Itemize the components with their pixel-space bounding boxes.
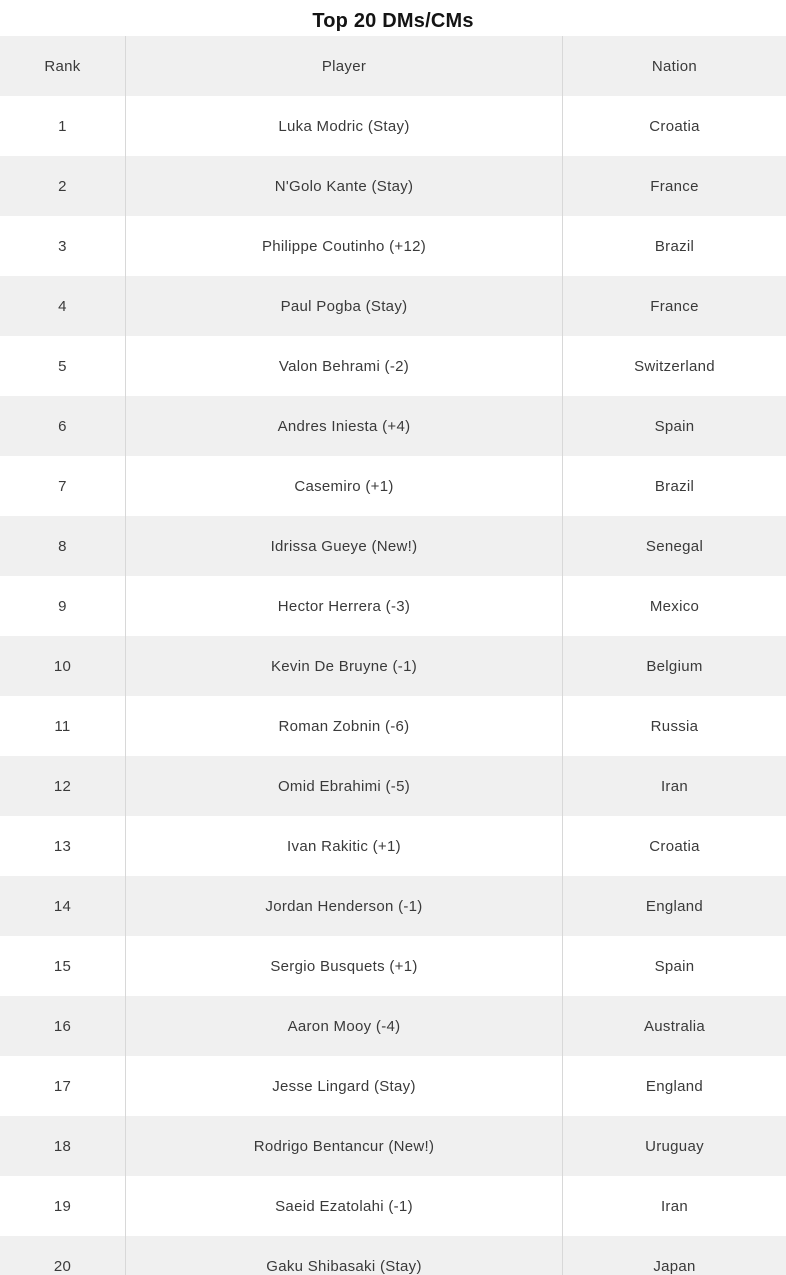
nation-cell: Belgium [562, 636, 786, 696]
player-cell: Valon Behrami (-2) [125, 336, 562, 396]
rank-cell: 13 [53, 837, 72, 855]
nation-cell: France [562, 276, 786, 336]
table-row [0, 1056, 786, 1116]
player-cell: Gaku Shibasaki (Stay) [125, 1236, 562, 1275]
table-row [0, 816, 786, 876]
rank-cell: 5 [58, 357, 67, 375]
table-row [0, 996, 786, 1056]
table-row [0, 96, 786, 156]
nation-cell: Australia [562, 996, 786, 1056]
rank-cell: 3 [58, 237, 67, 255]
nation-cell: England [562, 876, 786, 936]
player-cell: Paul Pogba (Stay) [125, 276, 562, 336]
player-cell: Philippe Coutinho (+12) [125, 216, 562, 276]
player-cell: Aaron Mooy (-4) [125, 996, 562, 1056]
nation-cell: Spain [562, 936, 786, 996]
player-cell: Hector Herrera (-3) [125, 576, 562, 636]
player-cell: Saeid Ezatolahi (-1) [125, 1176, 562, 1236]
table-row [0, 336, 786, 396]
rank-cell: 2 [58, 177, 67, 195]
table-row [0, 276, 786, 336]
column-header-player: Player [125, 36, 562, 96]
player-cell: N'Golo Kante (Stay) [125, 156, 562, 216]
rank-cell: 16 [53, 1017, 72, 1035]
player-cell: Kevin De Bruyne (-1) [125, 636, 562, 696]
rank-cell: 7 [58, 477, 67, 495]
nation-cell: Croatia [562, 816, 786, 876]
nation-cell: Spain [562, 396, 786, 456]
rank-cell: 9 [58, 597, 67, 615]
nation-cell: Switzerland [562, 336, 786, 396]
table-header-row [0, 36, 786, 96]
player-cell: Luka Modric (Stay) [125, 96, 562, 156]
player-cell: Jesse Lingard (Stay) [125, 1056, 562, 1116]
nation-cell: Iran [562, 756, 786, 816]
table-row [0, 1176, 786, 1236]
table-row [0, 636, 786, 696]
rank-cell: 4 [58, 297, 67, 315]
rankings-table [0, 36, 786, 1275]
table-row [0, 216, 786, 276]
rank-cell: 6 [58, 417, 67, 435]
rank-cell: 18 [53, 1137, 72, 1155]
nation-cell: Senegal [562, 516, 786, 576]
rank-cell: 8 [58, 537, 67, 555]
table-row [0, 1236, 786, 1275]
nation-cell: Croatia [562, 96, 786, 156]
rank-cell: 12 [53, 777, 72, 795]
table-row [0, 516, 786, 576]
rank-cell: 15 [53, 957, 72, 975]
nation-cell: Brazil [562, 216, 786, 276]
player-cell: Sergio Busquets (+1) [125, 936, 562, 996]
player-cell: Jordan Henderson (-1) [125, 876, 562, 936]
table-row [0, 696, 786, 756]
nation-cell: Brazil [562, 456, 786, 516]
nation-cell: England [562, 1056, 786, 1116]
table-row [0, 396, 786, 456]
player-cell: Omid Ebrahimi (-5) [125, 756, 562, 816]
rank-cell: 17 [53, 1077, 72, 1095]
rank-cell: 14 [53, 897, 72, 915]
player-cell: Andres Iniesta (+4) [125, 396, 562, 456]
nation-cell: Mexico [562, 576, 786, 636]
player-cell: Ivan Rakitic (+1) [125, 816, 562, 876]
player-cell: Idrissa Gueye (New!) [125, 516, 562, 576]
rank-cell: 11 [54, 717, 71, 735]
player-cell: Casemiro (+1) [125, 456, 562, 516]
player-cell: Roman Zobnin (-6) [125, 696, 562, 756]
table-row [0, 156, 786, 216]
table-body [0, 96, 786, 1275]
page-title: Top 20 DMs/CMs [312, 9, 474, 32]
nation-cell: France [562, 156, 786, 216]
nation-cell: Iran [562, 1176, 786, 1236]
nation-cell: Russia [562, 696, 786, 756]
table-row [0, 756, 786, 816]
table-row [0, 936, 786, 996]
column-header-rank: Rank [44, 57, 81, 75]
rank-cell: 10 [53, 657, 72, 675]
player-cell: Rodrigo Bentancur (New!) [125, 1116, 562, 1176]
table-row [0, 1116, 786, 1176]
rank-cell: 1 [58, 117, 67, 135]
nation-cell: Uruguay [562, 1116, 786, 1176]
rank-cell: 20 [53, 1257, 72, 1275]
rank-cell: 19 [53, 1197, 72, 1215]
table-row [0, 576, 786, 636]
column-header-nation: Nation [562, 36, 786, 96]
table-row [0, 876, 786, 936]
table-row [0, 456, 786, 516]
nation-cell: Japan [562, 1236, 786, 1275]
